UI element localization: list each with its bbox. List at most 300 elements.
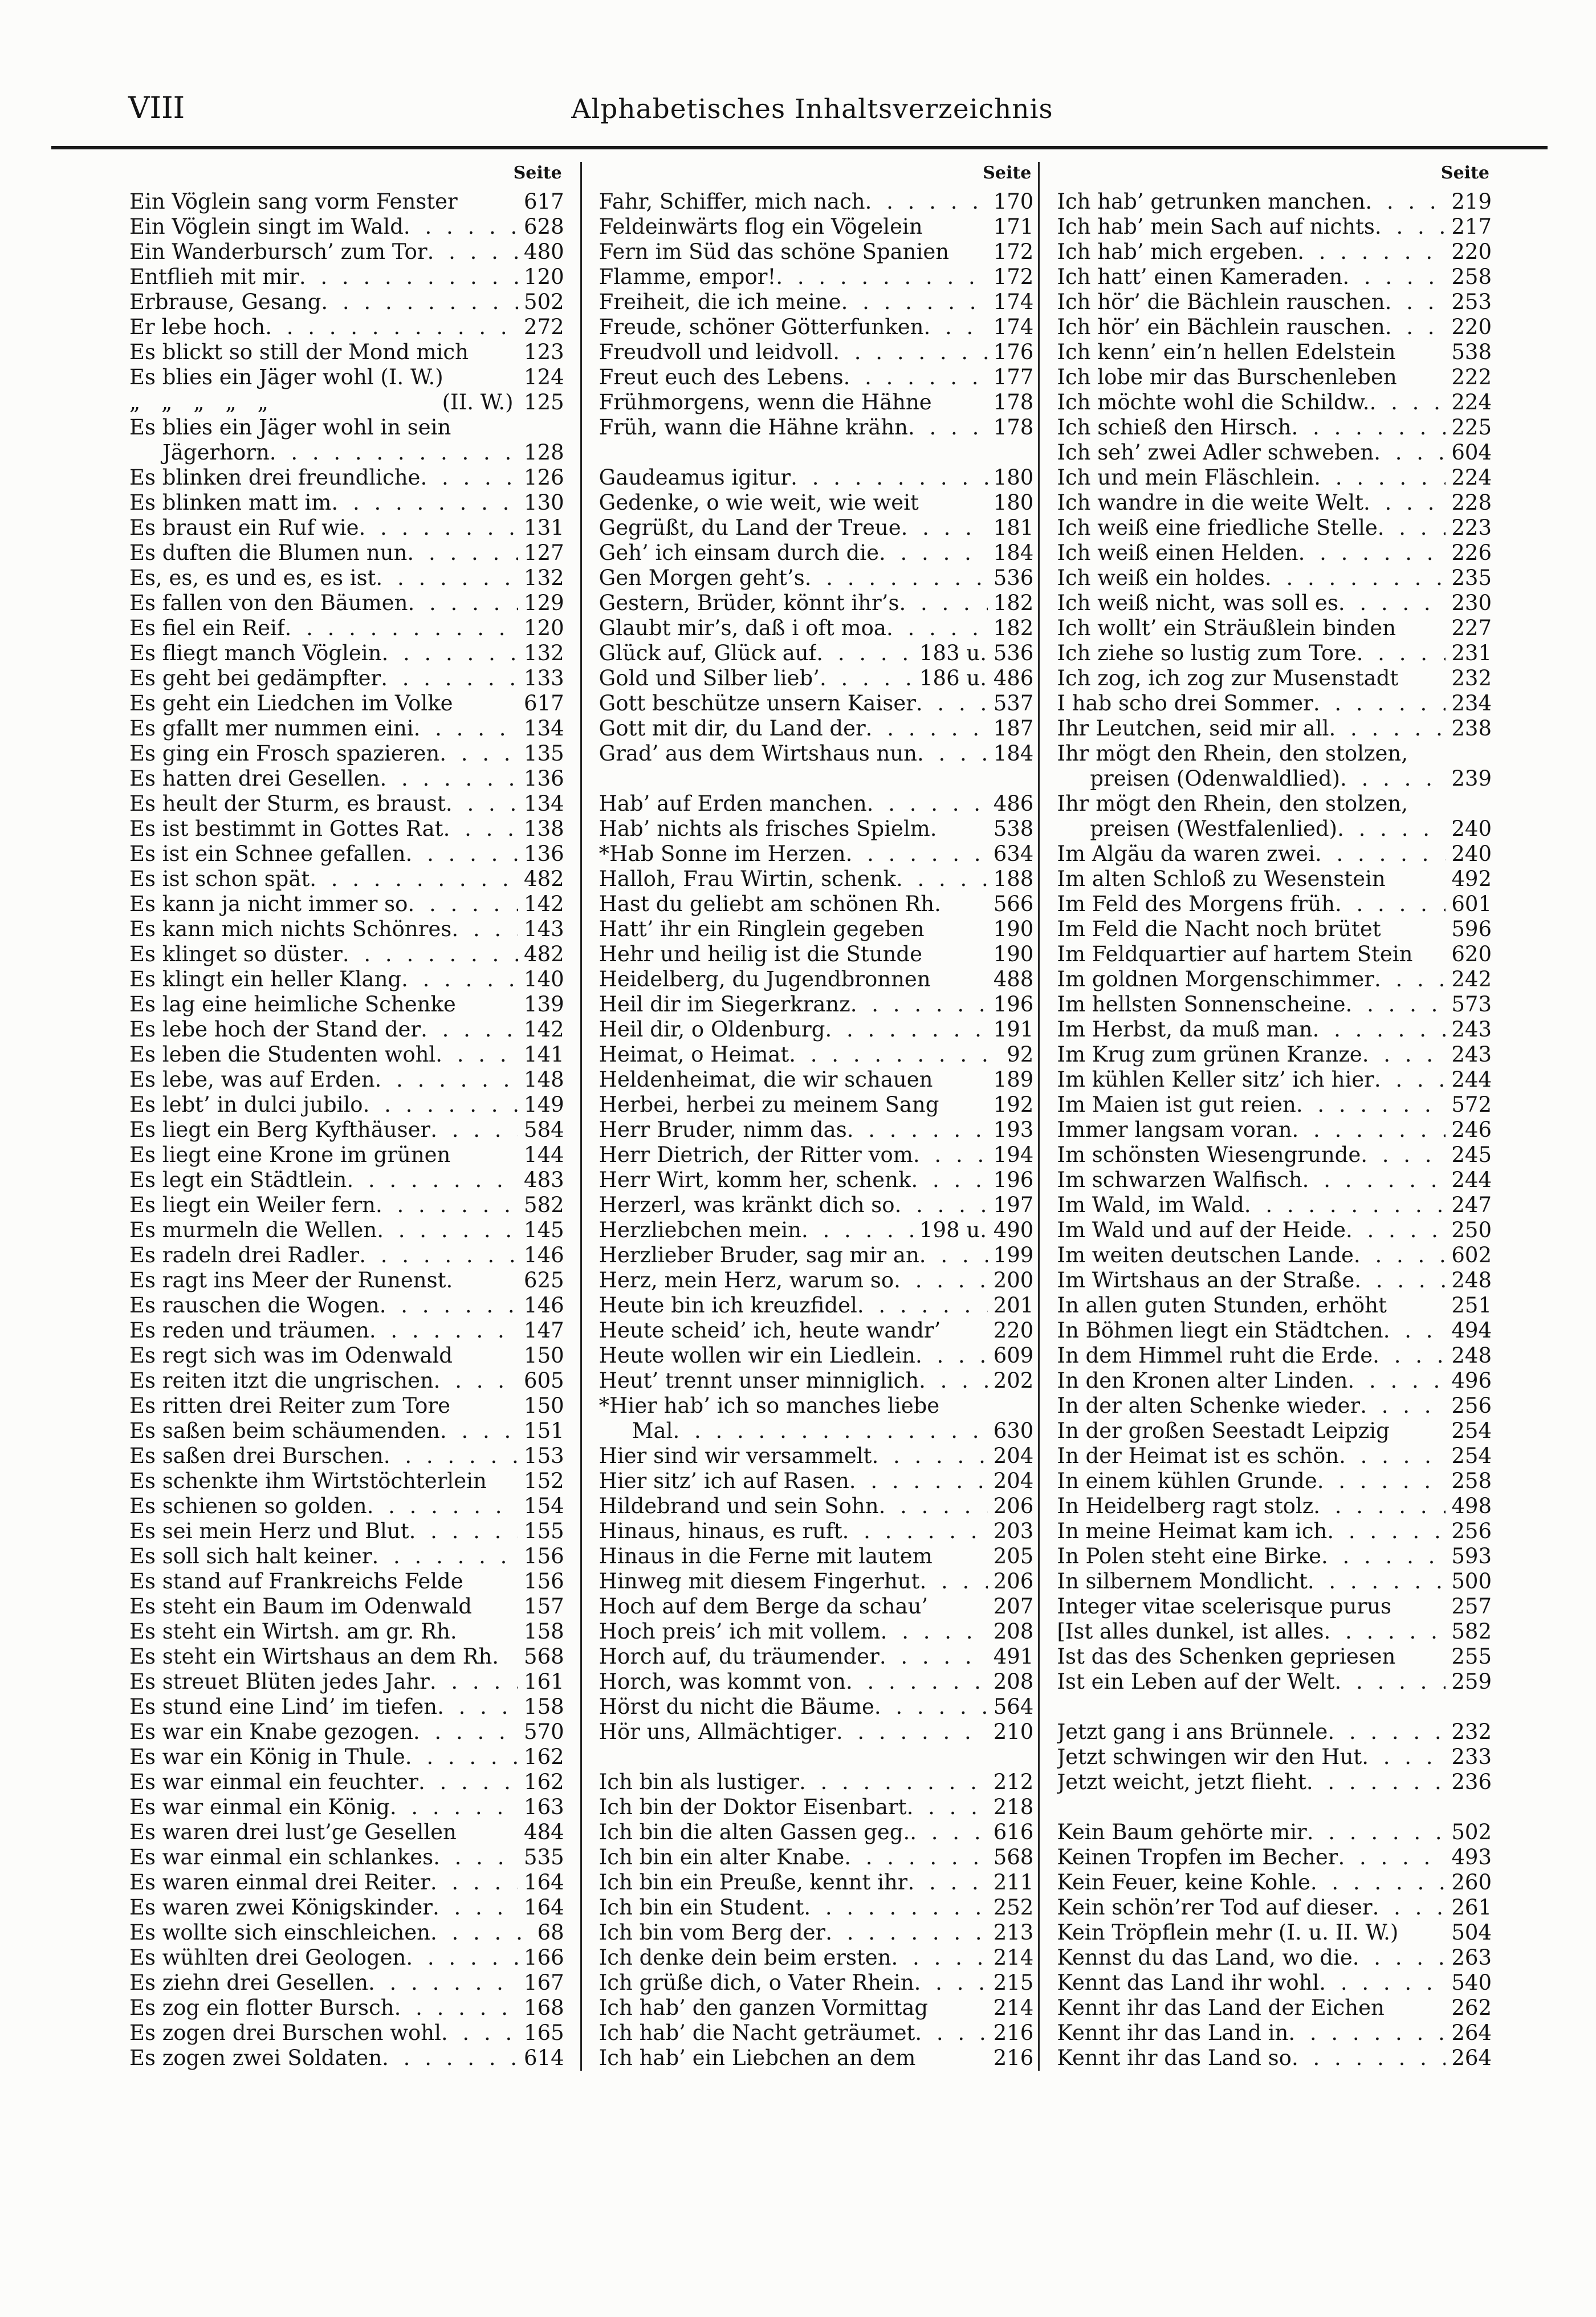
letter-group-gap xyxy=(1057,1694,1492,1720)
dot-leader xyxy=(1374,440,1446,465)
entry-page-number: 253 xyxy=(1451,290,1492,314)
index-entry xyxy=(129,1067,564,1092)
entry-page-number: 163 xyxy=(524,1795,564,1819)
index-entry xyxy=(129,1745,564,1770)
entry-title: Es stund eine Lind’ im tiefen xyxy=(129,1694,438,1719)
entry-title: Herr Wirt, komm her, schenk xyxy=(598,1168,911,1192)
entry-title: Herz, mein Herz, warum so xyxy=(598,1268,894,1292)
index-entry xyxy=(1057,1519,1492,1544)
entry-title: Ich hab’ den ganzen Vormittag xyxy=(598,1995,929,2020)
index-entry xyxy=(1057,540,1492,566)
entry-page-number: 226 xyxy=(1451,540,1492,565)
entry-title: Hatt’ ihr ein Ringlein gegeben xyxy=(598,917,925,941)
dot-leader xyxy=(375,1067,519,1092)
dot-leader xyxy=(408,892,518,917)
dot-leader xyxy=(825,1017,987,1042)
entry-title: Freude, schöner Götterfunken xyxy=(598,315,924,339)
entry-page-number: 152 xyxy=(524,1469,564,1493)
entry-title: Ein Vöglein sang vorm Fenster xyxy=(129,189,458,214)
entry-page-number: 247 xyxy=(1451,1193,1492,1217)
entry-page-number: 570 xyxy=(524,1720,564,1744)
entry-page-number: 257 xyxy=(1451,1594,1492,1619)
dot-leader xyxy=(376,566,518,591)
index-entry xyxy=(599,1243,1034,1268)
entry-title: Ich lobe mir das Burschenleben xyxy=(1057,365,1397,389)
index-entry xyxy=(599,1619,1034,1644)
entry-page-number: 182 xyxy=(993,616,1034,640)
index-entry xyxy=(129,892,564,917)
entry-title: Frühmorgens, wenn die Hähne xyxy=(598,390,932,414)
index-entry xyxy=(599,791,1034,816)
entry-page-number: 620 xyxy=(1451,942,1492,966)
index-entry xyxy=(599,1770,1034,1795)
entry-page-number: 258 xyxy=(1451,1469,1492,1493)
index-column xyxy=(580,162,1039,2071)
entry-page-number: 189 xyxy=(993,1067,1034,1092)
dot-leader xyxy=(1353,1945,1446,1970)
index-entry xyxy=(1057,1820,1492,1845)
dot-leader xyxy=(847,1117,988,1143)
entry-title: Ich und mein Fläschlein xyxy=(1057,465,1314,490)
entry-page-number: 134 xyxy=(524,716,564,741)
entry-title: Im Feld die Nacht noch brütet xyxy=(1057,917,1381,941)
index-entry xyxy=(599,365,1034,390)
dot-leader xyxy=(384,1444,518,1469)
entry-title: Im hellsten Sonnenscheine xyxy=(1057,992,1346,1017)
entry-title: Es braust ein Ruf wie xyxy=(129,515,359,540)
dot-leader xyxy=(841,290,988,315)
dot-leader xyxy=(872,1444,987,1469)
entry-title: Ich bin der Doktor Eisenbart xyxy=(598,1795,907,1819)
entry-page-number: 120 xyxy=(524,616,564,640)
index-entry xyxy=(129,1945,564,1970)
entry-title: In den Kronen alter Linden xyxy=(1057,1368,1348,1393)
entry-page-number: 217 xyxy=(1451,214,1492,239)
dot-leader xyxy=(1340,766,1446,791)
entry-page-number: 235 xyxy=(1451,566,1492,590)
index-entry xyxy=(599,465,1034,490)
entry-page-number: 157 xyxy=(524,1594,564,1619)
entry-page-number: 498 xyxy=(1451,1494,1492,1518)
index-entry xyxy=(1057,1393,1492,1418)
dot-leader xyxy=(1297,239,1446,265)
entry-page-number: 614 xyxy=(524,2046,564,2070)
index-entry xyxy=(129,1143,564,1168)
index-entry xyxy=(129,1393,564,1418)
dot-leader xyxy=(443,816,518,842)
index-entry xyxy=(1057,1017,1492,1042)
entry-title: Herzlieber Bruder, sag mir an xyxy=(598,1243,919,1267)
dot-leader xyxy=(372,1544,519,1569)
entry-title: Hehr und heilig ist die Stunde xyxy=(598,942,922,966)
index-entry xyxy=(129,967,564,992)
entry-title: Es murmeln die Wellen xyxy=(129,1218,377,1242)
entry-title: Gaudeamus igitur xyxy=(598,465,791,490)
dot-leader xyxy=(1315,842,1446,867)
entry-title: Ich bin die alten Gassen geg. xyxy=(598,1820,910,1844)
dot-leader xyxy=(1292,1117,1446,1143)
entry-title: Kennt ihr das Land so xyxy=(1057,2046,1292,2070)
entry-page-number: 143 xyxy=(524,917,564,941)
dot-leader xyxy=(1329,716,1446,741)
entry-page-number: 263 xyxy=(1451,1945,1492,1970)
index-entry xyxy=(1057,415,1492,440)
dot-leader xyxy=(441,2021,518,2046)
index-entry xyxy=(599,490,1034,515)
index-column xyxy=(128,162,580,2071)
entry-title: Grad’ aus dem Wirtshaus nun xyxy=(598,741,917,766)
dot-leader xyxy=(1346,992,1446,1017)
dot-leader xyxy=(1373,1343,1446,1368)
entry-page-number: 214 xyxy=(993,1995,1034,2020)
entry-title: Es blickt so still der Mond mich xyxy=(129,340,469,364)
entry-page-number: 582 xyxy=(524,1193,564,1217)
dot-leader xyxy=(1324,1619,1446,1644)
dot-leader xyxy=(919,1368,988,1393)
entry-page-number: 134 xyxy=(524,791,564,816)
dot-leader xyxy=(1383,1318,1446,1343)
index-entry xyxy=(129,741,564,766)
entry-page-number: 230 xyxy=(1451,591,1492,615)
entry-title: Heimat, o Heimat xyxy=(598,1042,789,1067)
entry-page-number: 264 xyxy=(1451,2046,1492,2070)
entry-page-number: 133 xyxy=(524,666,564,690)
dot-leader xyxy=(1354,1243,1446,1268)
entry-page-number: 240 xyxy=(1451,842,1492,866)
dot-leader xyxy=(836,1720,988,1745)
entry-title: Ich grüße dich, o Vater Rhein xyxy=(598,1970,914,1995)
entry-title: Es reiten itzt die ungrischen xyxy=(129,1368,434,1393)
index-entry xyxy=(129,1318,564,1343)
entry-title: Es lebe, was auf Erden xyxy=(129,1067,375,1092)
index-column xyxy=(1038,162,1496,2071)
entry-title: In allen guten Stunden, erhöht xyxy=(1057,1293,1387,1318)
entry-page-number: 535 xyxy=(524,1845,564,1869)
entry-page-number: 491 xyxy=(993,1644,1034,1669)
dot-leader xyxy=(1342,265,1446,290)
entry-page-number: 500 xyxy=(1451,1569,1492,1594)
entry-page-number: 252 xyxy=(993,1895,1034,1920)
dot-leader xyxy=(1298,540,1446,566)
entry-page-number: 245 xyxy=(1451,1143,1492,1167)
entry-title: Es war einmal ein schlankes xyxy=(129,1845,434,1869)
index-entry xyxy=(129,1117,564,1143)
entry-page-number: 145 xyxy=(524,1218,564,1242)
entry-title: Es kann mich nichts Schönres xyxy=(129,917,452,941)
index-columns xyxy=(128,162,1496,2071)
entry-page-number: 138 xyxy=(524,816,564,841)
index-entry xyxy=(599,1644,1034,1669)
entry-title: Es gfallt mer nummen eini xyxy=(129,716,414,741)
entry-title: Es fallen von den Bäumen xyxy=(129,591,408,615)
entry-title: Gold und Silber lieb’ xyxy=(598,666,820,690)
index-entry xyxy=(599,641,1034,666)
dot-leader xyxy=(891,1945,988,1970)
dot-leader xyxy=(1313,1494,1446,1519)
entry-page-number: 192 xyxy=(993,1092,1034,1117)
entry-page-number: 248 xyxy=(1451,1343,1492,1368)
index-entry xyxy=(1057,566,1492,591)
entry-page-number: 502 xyxy=(524,290,564,314)
entry-page-number: 184 xyxy=(993,540,1034,565)
index-entry xyxy=(599,566,1034,591)
index-entry xyxy=(129,691,564,716)
header-rule xyxy=(51,146,1548,149)
entry-page-number: 208 xyxy=(993,1619,1034,1644)
index-entry xyxy=(1057,315,1492,340)
index-entry xyxy=(129,591,564,616)
entry-page-number: 223 xyxy=(1451,515,1492,540)
entry-page-number: 617 xyxy=(524,189,564,214)
entry-title: Im Wirtshaus an der Straße xyxy=(1057,1268,1355,1292)
entry-page-number: 172 xyxy=(993,239,1034,264)
dot-leader xyxy=(849,1469,988,1494)
entry-title: Ich hab’ mein Sach auf nichts xyxy=(1057,214,1375,239)
entry-page-number: 254 xyxy=(1451,1444,1492,1468)
entry-page-number: 154 xyxy=(524,1494,564,1518)
entry-page-number: 243 xyxy=(1451,1042,1492,1067)
index-entry xyxy=(599,1870,1034,1895)
entry-title: Es hatten drei Gesellen xyxy=(129,766,380,791)
entry-page-number: 162 xyxy=(524,1770,564,1794)
entry-title: Ein Vöglein singt im Wald xyxy=(129,214,404,239)
index-entry xyxy=(129,1168,564,1193)
entry-page-number: 482 xyxy=(524,942,564,966)
dot-leader xyxy=(408,591,519,616)
index-entry xyxy=(1057,867,1492,892)
entry-page-number: 609 xyxy=(993,1343,1034,1368)
entry-page-number: 601 xyxy=(1451,892,1492,916)
entry-title: Jetzt schwingen wir den Hut xyxy=(1057,1745,1362,1769)
entry-title: Gedenke, o wie weit, wie weit xyxy=(598,490,919,515)
dot-leader xyxy=(1363,490,1446,515)
entry-page-number: 250 xyxy=(1451,1218,1492,1242)
entry-title: Kein schön’rer Tod auf dieser xyxy=(1057,1895,1373,1920)
dot-leader xyxy=(1354,1268,1446,1293)
entry-page-number: 193 xyxy=(993,1117,1034,1142)
entry-title: Es zogen zwei Soldaten xyxy=(129,2046,382,2070)
dot-leader xyxy=(1361,1143,1446,1168)
dot-leader xyxy=(1374,1067,1446,1092)
entry-page-number: 184 xyxy=(993,741,1034,766)
dot-leader xyxy=(1335,892,1446,917)
entry-page-number: 630 xyxy=(993,1418,1034,1443)
dot-leader xyxy=(846,1669,988,1694)
dot-leader xyxy=(1314,465,1446,490)
entry-title: Es ziehn drei Gesellen xyxy=(129,1970,368,1995)
dot-leader xyxy=(437,1694,518,1720)
index-entry xyxy=(1057,340,1492,365)
index-entry xyxy=(1057,1544,1492,1569)
entry-page-number: 584 xyxy=(524,1117,564,1142)
dot-leader xyxy=(343,942,518,967)
index-entry xyxy=(129,942,564,967)
entry-title: Im schönsten Wiesengrunde xyxy=(1057,1143,1361,1167)
index-entry xyxy=(129,1970,564,1995)
index-entry xyxy=(599,1293,1034,1318)
entry-title: Es zog ein flotter Bursch xyxy=(129,1995,394,2020)
index-entry xyxy=(1057,1042,1492,1067)
dot-leader xyxy=(1373,1895,1446,1920)
index-entry xyxy=(129,816,564,842)
entry-title: Es fiel ein Reif xyxy=(129,616,285,640)
entry-title: Kein Tröpflein mehr (I. u. II. W.) xyxy=(1057,1920,1399,1945)
entry-title: Halloh, Frau Wirtin, schenk xyxy=(598,867,896,891)
dot-leader xyxy=(846,842,988,867)
dot-leader xyxy=(1317,1469,1446,1494)
entry-title: Es war ein Knabe gezogen xyxy=(129,1720,413,1744)
entry-page-number: 538 xyxy=(1451,340,1492,364)
dot-leader xyxy=(270,440,518,465)
index-entry xyxy=(599,741,1034,766)
index-entry xyxy=(599,515,1034,540)
index-entry xyxy=(599,214,1034,239)
dot-leader xyxy=(381,641,518,666)
entry-title: Glaubt mir’s, daß i oft moa xyxy=(598,616,886,640)
index-entry xyxy=(129,1469,564,1494)
entry-page-number: 251 xyxy=(1451,1293,1492,1318)
entry-title: Es schienen so golden xyxy=(129,1494,367,1518)
index-entry xyxy=(599,1393,1034,1418)
index-entry xyxy=(129,2021,564,2046)
index-entry xyxy=(599,1995,1034,2021)
dot-leader xyxy=(910,1820,987,1845)
entry-title: Ich hör’ ein Bächlein rauschen xyxy=(1057,315,1385,339)
dot-leader xyxy=(427,239,518,265)
entry-title: Ich ziehe so lustig zum Tore xyxy=(1057,641,1357,665)
entry-page-number: 484 xyxy=(524,1820,564,1844)
entry-title: Es sei mein Herz und Blut xyxy=(129,1519,409,1543)
entry-page-number: 126 xyxy=(524,465,564,490)
index-entry xyxy=(1057,1895,1492,1920)
index-entry xyxy=(1057,490,1492,515)
page-header xyxy=(128,91,1496,125)
index-entry xyxy=(129,716,564,741)
index-entry xyxy=(129,290,564,315)
index-entry xyxy=(599,1368,1034,1393)
index-entry xyxy=(599,616,1034,641)
entry-title: Herr Dietrich, der Ritter vom xyxy=(598,1143,913,1167)
index-entry xyxy=(1057,1594,1492,1619)
index-entry xyxy=(1057,1770,1492,1795)
entry-page-number: 243 xyxy=(1451,1017,1492,1042)
index-entry xyxy=(599,1694,1034,1720)
index-entry xyxy=(1057,1745,1492,1770)
entry-title: Es wühlten drei Geologen xyxy=(129,1945,406,1970)
entry-page-number: 123 xyxy=(524,340,564,364)
entry-title: In Heidelberg ragt stolz xyxy=(1057,1494,1314,1518)
entry-title: Ich kenn’ ein’n hellen Edelstein xyxy=(1057,340,1396,364)
entry-page-number: 165 xyxy=(524,2021,564,2045)
index-entry xyxy=(1057,1117,1492,1143)
entry-title: In silbernem Mondlicht xyxy=(1057,1569,1308,1594)
entry-page-number: 540 xyxy=(1451,1970,1492,1995)
entry-title: Herzliebchen mein xyxy=(598,1218,801,1242)
dot-leader xyxy=(924,315,988,340)
entry-title: Ich seh’ zwei Adler schweben xyxy=(1057,440,1374,465)
entry-title: Es waren drei lust’ge Gesellen xyxy=(129,1820,457,1844)
index-entry xyxy=(599,540,1034,566)
entry-page-number: 174 xyxy=(993,290,1034,314)
entry-page-number: 486 xyxy=(993,791,1034,816)
entry-page-number: 158 xyxy=(524,1619,564,1644)
entry-page-number: 197 xyxy=(993,1193,1034,1217)
index-entry xyxy=(599,1268,1034,1293)
dot-leader xyxy=(310,867,518,892)
index-entry xyxy=(599,1117,1034,1143)
entry-title: Kennt ihr das Land in xyxy=(1057,2021,1289,2045)
dot-leader xyxy=(418,1770,518,1795)
entry-title: Ich bin als lustiger xyxy=(598,1770,799,1794)
dot-leader xyxy=(359,1243,518,1268)
index-entry xyxy=(1057,1318,1492,1343)
entry-title: Hinaus in die Ferne mit lautem xyxy=(598,1544,933,1568)
entry-page-number: 502 xyxy=(1451,1820,1492,1844)
entry-page-number: 146 xyxy=(524,1293,564,1318)
entry-page-number: 536 xyxy=(993,566,1034,590)
entry-title: Im Krug zum grünen Kranze xyxy=(1057,1042,1362,1067)
dot-leader xyxy=(376,1193,518,1218)
index-entry xyxy=(599,1193,1034,1218)
index-entry xyxy=(129,666,564,691)
index-entry xyxy=(1057,1243,1492,1268)
index-entry xyxy=(1057,1669,1492,1694)
index-entry xyxy=(129,465,564,490)
entry-page-number: 171 xyxy=(993,214,1034,239)
entry-title: Kein Feuer, keine Kohle xyxy=(1057,1870,1310,1895)
index-entry xyxy=(599,1218,1034,1243)
entry-page-number: 272 xyxy=(524,315,564,339)
entry-title: Es klingt ein heller Klang xyxy=(129,967,402,991)
index-entry xyxy=(129,1017,564,1042)
index-entry xyxy=(599,1920,1034,1945)
dot-leader xyxy=(439,741,518,766)
dot-leader xyxy=(1328,1720,1446,1745)
dot-leader xyxy=(407,540,518,566)
dot-leader xyxy=(321,290,518,315)
entry-title: Hier sitz’ ich auf Rasen xyxy=(598,1469,849,1493)
entry-title: Es steht ein Wirtshaus an dem Rh. xyxy=(129,1644,499,1669)
entry-page-number: 153 xyxy=(524,1444,564,1468)
entry-title: Es lag eine heimliche Schenke xyxy=(129,992,456,1017)
index-entry xyxy=(1057,214,1492,239)
entry-title: Immer langsam voran xyxy=(1057,1117,1292,1142)
dot-leader xyxy=(914,1970,988,1995)
entry-title: Es war einmal ein feuchter xyxy=(129,1770,418,1794)
entry-title: Es liegt ein Berg Kyfthäuser xyxy=(129,1117,431,1142)
entry-title: Es reden und träumen xyxy=(129,1318,369,1343)
dot-leader xyxy=(908,415,988,440)
entry-title: Ich hab’ mich ergeben xyxy=(1057,239,1298,264)
entry-page-number: 572 xyxy=(1451,1092,1492,1117)
entry-page-number: 201 xyxy=(993,1293,1034,1318)
entry-title: Es ist ein Schnee gefallen xyxy=(129,842,406,866)
entry-title: Es regt sich was im Odenwald xyxy=(129,1343,453,1368)
entry-page-number: 568 xyxy=(524,1644,564,1669)
dot-leader xyxy=(833,340,987,365)
index-entry xyxy=(599,967,1034,992)
entry-page-number: 92 xyxy=(1007,1042,1034,1067)
entry-page-number: 480 xyxy=(524,239,564,264)
dot-leader xyxy=(1244,1193,1446,1218)
entry-title: Hinaus, hinaus, es ruft xyxy=(598,1519,842,1543)
entry-title: Ich wollt’ ein Sträußlein binden xyxy=(1057,616,1396,640)
entry-title: Es geht ein Liedchen im Volke xyxy=(129,691,453,716)
index-entry xyxy=(1057,992,1492,1017)
entry-page-number: 256 xyxy=(1451,1519,1492,1543)
entry-title: Es ging ein Frosch spazieren xyxy=(129,741,440,766)
dot-leader xyxy=(874,1694,988,1720)
